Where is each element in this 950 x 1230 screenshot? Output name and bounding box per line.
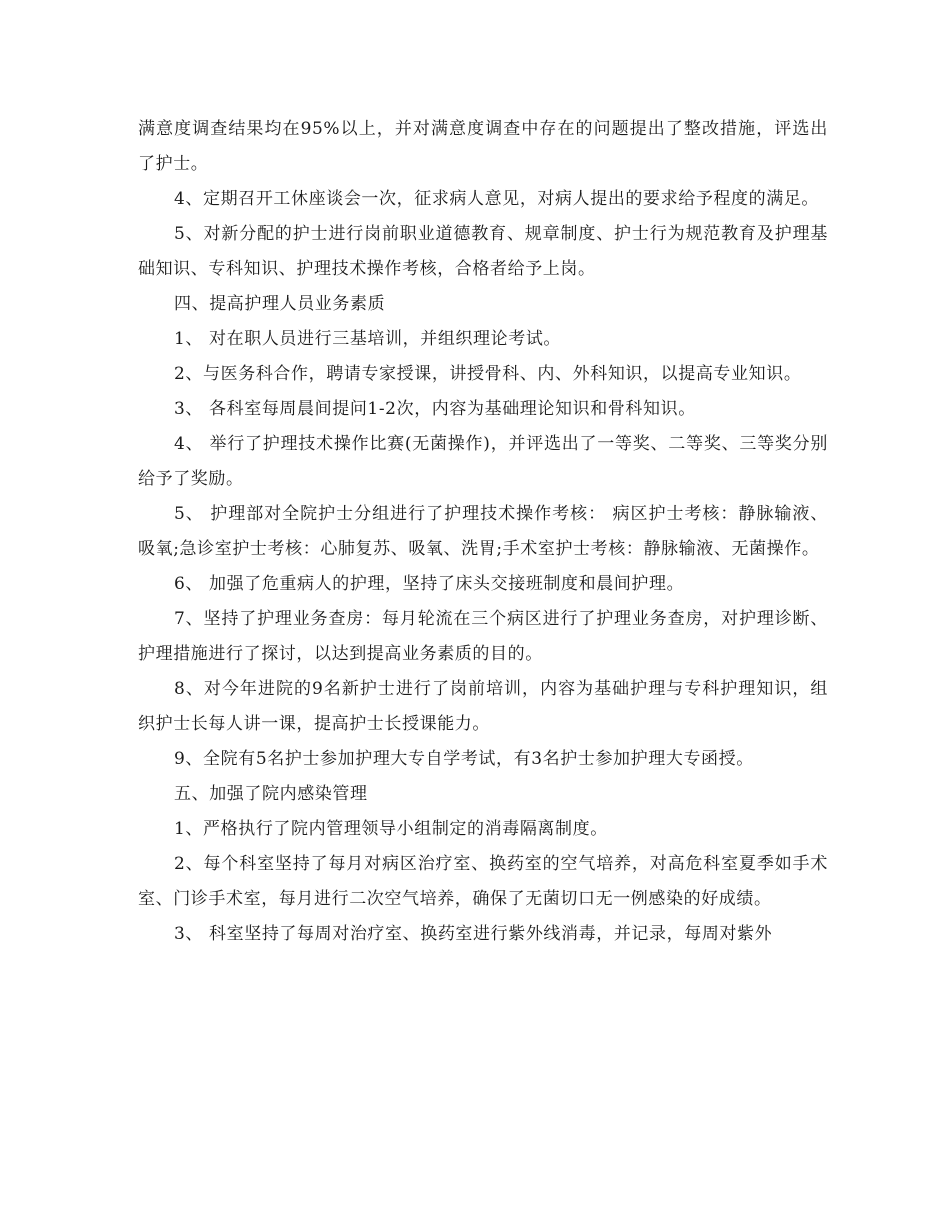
paragraph: 2、与医务科合作，聘请专家授课，讲授骨科、内、外科知识，以提高专业知识。 bbox=[174, 364, 802, 384]
paragraph: 3、 科室坚持了每周对治疗室、换药室进行紫外线消毒，并记录，每周对紫外 bbox=[174, 924, 773, 944]
paragraph: 2、每个科室坚持了每月对病区治疗室、换药室的空气培养，对高危科室夏季如手术室、门诊手术室，每月进行二次空气培养，确保了无菌切口无一例感染的好成绩。 bbox=[138, 854, 828, 909]
paragraph: 4、定期召开工休座谈会一次，征求病人意见，对病人提出的要求给予程度的满足。 bbox=[174, 189, 820, 209]
paragraph: 8、对今年进院的9名新护士进行了岗前培训，内容为基础护理与专科护理知识，组织护士长每人讲一课，提高护士长授课能力。 bbox=[138, 679, 828, 734]
section-heading: 四、提高护理人员业务素质 bbox=[174, 294, 386, 314]
document-body bbox=[138, 112, 828, 952]
paragraph: 1、严格执行了院内管理领导小组制定的消毒隔离制度。 bbox=[174, 819, 608, 839]
paragraph: 1、 对在职人员进行三基培训，并组织理论考试。 bbox=[174, 329, 562, 349]
paragraph: 7、坚持了护理业务查房：每月轮流在三个病区进行了护理业务查房，对护理诊断、护理措施进行了探讨，以达到提高业务素质的目的。 bbox=[138, 609, 828, 664]
paragraph: 满意度调查结果均在95%以上，并对满意度调查中存在的问题提出了整改措施，评选出了护士。 bbox=[138, 119, 828, 174]
paragraph: 3、 各科室每周晨间提问1-2次，内容为基础理论知识和骨科知识。 bbox=[174, 399, 696, 419]
paragraph: 5、 护理部对全院护士分组进行了护理技术操作考核： 病区护士考核：静脉输液、吸氧;急诊室护士考核：心肺复苏、吸氧、洗胃;手术室护士考核：静脉输液、无菌操作。 bbox=[138, 504, 828, 559]
paragraph: 9、全院有5名护士参加护理大专自学考试，有3名护士参加护理大专函授。 bbox=[174, 749, 754, 769]
section-heading: 五、加强了院内感染管理 bbox=[174, 784, 368, 804]
paragraph: 4、 举行了护理技术操作比赛(无菌操作)，并评选出了一等奖、二等奖、三等奖分别给予了奖励。 bbox=[138, 434, 828, 489]
paragraph: 6、 加强了危重病人的护理，坚持了床头交接班制度和晨间护理。 bbox=[174, 574, 685, 594]
paragraph: 5、对新分配的护士进行岗前职业道德教育、规章制度、护士行为规范教育及护理基础知识、专科知识、护理技术操作考核，合格者给予上岗。 bbox=[138, 224, 828, 279]
